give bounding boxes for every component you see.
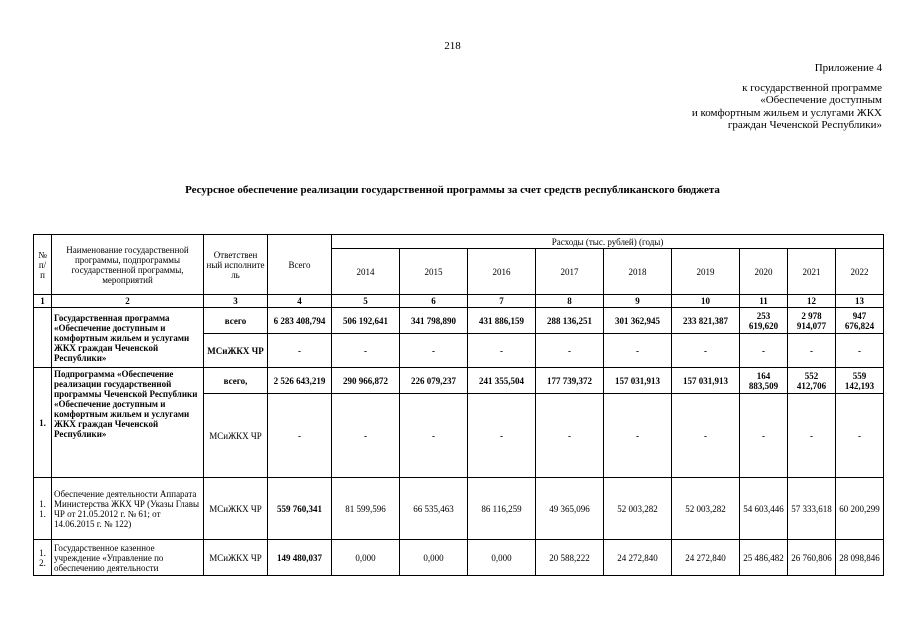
header-year: 2022 bbox=[836, 249, 884, 295]
row-value: 177 739,372 bbox=[536, 368, 604, 394]
row-value: - bbox=[740, 394, 788, 478]
row-value: 157 031,913 bbox=[672, 368, 740, 394]
header-year: 2016 bbox=[468, 249, 536, 295]
column-number: 3 bbox=[204, 295, 268, 308]
appendix-line: и комфортным жильем и услугами ЖКХ bbox=[691, 106, 882, 119]
row-value: 559 142,193 bbox=[836, 368, 884, 394]
appendix-title: Приложение 4 bbox=[814, 62, 882, 74]
column-number: 6 bbox=[400, 295, 468, 308]
row-value: 0,000 bbox=[468, 540, 536, 576]
row-value: 226 079,237 bbox=[400, 368, 468, 394]
row-value: 86 116,259 bbox=[468, 478, 536, 540]
appendix-line: «Обеспечение доступным bbox=[760, 94, 882, 106]
row-value: 164 883,509 bbox=[740, 368, 788, 394]
row-exec: МСиЖКХ ЧР bbox=[204, 394, 268, 478]
row-value: - bbox=[672, 334, 740, 368]
row-value: - bbox=[604, 334, 672, 368]
row-value: 290 966,872 bbox=[332, 368, 400, 394]
row-num bbox=[34, 308, 52, 368]
row-value: 253 619,620 bbox=[740, 308, 788, 334]
row-value: 431 886,159 bbox=[468, 308, 536, 334]
header-year: 2020 bbox=[740, 249, 788, 295]
column-number: 2 bbox=[52, 295, 204, 308]
row-value: 506 192,641 bbox=[332, 308, 400, 334]
header-responsible: Ответствен ный исполните ль bbox=[204, 235, 268, 295]
column-number: 9 bbox=[604, 295, 672, 308]
row-value: - bbox=[788, 334, 836, 368]
document-title: Ресурсное обеспечение реализации государственной программы за счет средств республиканского бюджета bbox=[185, 184, 720, 196]
row-total: - bbox=[268, 334, 332, 368]
row-exec: МСиЖКХ ЧР bbox=[204, 334, 268, 368]
column-number: 7 bbox=[468, 295, 536, 308]
column-number: 11 bbox=[740, 295, 788, 308]
row-name: Государственное казенное учреждение «Управление по обеспечению деятельности bbox=[52, 540, 204, 576]
header-num: № п/ п bbox=[34, 235, 52, 295]
column-number: 13 bbox=[836, 295, 884, 308]
row-value: - bbox=[536, 394, 604, 478]
row-value: 552 412,706 bbox=[788, 368, 836, 394]
row-value: 24 272,840 bbox=[672, 540, 740, 576]
row-value: 54 603,446 bbox=[740, 478, 788, 540]
column-number: 10 bbox=[672, 295, 740, 308]
row-value: 341 798,890 bbox=[400, 308, 468, 334]
row-value: - bbox=[400, 394, 468, 478]
row-value: 52 003,282 bbox=[604, 478, 672, 540]
row-value: 25 486,482 bbox=[740, 540, 788, 576]
row-name: Государственная программа «Обеспечение доступным и комфортным жильем и услугами ЖКХ граждан Чеченской Республики» bbox=[52, 308, 204, 368]
row-value: - bbox=[536, 334, 604, 368]
row-total: 149 480,037 bbox=[268, 540, 332, 576]
row-value: - bbox=[788, 394, 836, 478]
table-row bbox=[34, 368, 884, 394]
row-value: - bbox=[332, 394, 400, 478]
row-value: 52 003,282 bbox=[672, 478, 740, 540]
row-value: 81 599,596 bbox=[332, 478, 400, 540]
column-number: 5 bbox=[332, 295, 400, 308]
row-value: - bbox=[468, 394, 536, 478]
row-exec: всего bbox=[204, 308, 268, 334]
row-value: - bbox=[836, 394, 884, 478]
row-value: 157 031,913 bbox=[604, 368, 672, 394]
row-exec: всего, bbox=[204, 368, 268, 394]
appendix-line: граждан Чеченской Республики» bbox=[727, 119, 882, 131]
row-num: 1. 2. bbox=[34, 540, 52, 576]
row-value: 947 676,824 bbox=[836, 308, 884, 334]
column-number: 1 bbox=[34, 295, 52, 308]
header-year: 2014 bbox=[332, 249, 400, 295]
appendix-block bbox=[692, 62, 882, 132]
row-value: 28 098,846 bbox=[836, 540, 884, 576]
header-total: Всего bbox=[268, 235, 332, 295]
row-value: 20 588,222 bbox=[536, 540, 604, 576]
table-row bbox=[34, 540, 884, 576]
column-number-row bbox=[34, 295, 884, 308]
table-row bbox=[34, 478, 884, 540]
row-value: 57 333,618 bbox=[788, 478, 836, 540]
header-expenses: Расходы (тыс. рублей) (годы) bbox=[332, 235, 884, 249]
row-num: 1. bbox=[34, 368, 52, 478]
row-value: 2 978 914,077 bbox=[788, 308, 836, 334]
resource-table bbox=[33, 234, 884, 576]
row-exec: МСиЖКХ ЧР bbox=[204, 540, 268, 576]
row-value: - bbox=[468, 334, 536, 368]
row-value: - bbox=[836, 334, 884, 368]
row-name: Обеспечение деятельности Аппарата Министерства ЖКХ ЧР (Указы Главы ЧР от 21.05.2012 г. № 61; от 14.06.2015 г. № 122) bbox=[52, 478, 204, 540]
header-year: 2018 bbox=[604, 249, 672, 295]
row-num: 1. 1. bbox=[34, 478, 52, 540]
row-name: Подпрограмма «Обеспечение реализации государственной программы Чеченской Республики «Обеспечение доступным и комфортным жильем и услугами ЖКХ граждан Чеченской Республики» bbox=[52, 368, 204, 478]
header-year: 2021 bbox=[788, 249, 836, 295]
header-year: 2015 bbox=[400, 249, 468, 295]
row-value: - bbox=[332, 334, 400, 368]
header-year: 2019 bbox=[672, 249, 740, 295]
row-total: 2 526 643,219 bbox=[268, 368, 332, 394]
row-total: 559 760,341 bbox=[268, 478, 332, 540]
header-name: Наименование государственной программы, подпрограммы государственной программы, мероприятий bbox=[52, 235, 204, 295]
row-value: 26 760,806 bbox=[788, 540, 836, 576]
column-number: 4 bbox=[268, 295, 332, 308]
row-value: - bbox=[672, 394, 740, 478]
table-row bbox=[34, 308, 884, 334]
row-value: 301 362,945 bbox=[604, 308, 672, 334]
row-value: 233 821,387 bbox=[672, 308, 740, 334]
row-value: 60 200,299 bbox=[836, 478, 884, 540]
column-number: 12 bbox=[788, 295, 836, 308]
column-number: 8 bbox=[536, 295, 604, 308]
row-value: 0,000 bbox=[332, 540, 400, 576]
row-value: 241 355,504 bbox=[468, 368, 536, 394]
row-value: - bbox=[604, 394, 672, 478]
header-year: 2017 bbox=[536, 249, 604, 295]
row-value: 24 272,840 bbox=[604, 540, 672, 576]
row-value: 49 365,096 bbox=[536, 478, 604, 540]
page-number: 218 bbox=[444, 40, 461, 52]
row-exec: МСиЖКХ ЧР bbox=[204, 478, 268, 540]
row-value: 66 535,463 bbox=[400, 478, 468, 540]
row-total: 6 283 408,794 bbox=[268, 308, 332, 334]
row-value: - bbox=[400, 334, 468, 368]
row-value: - bbox=[740, 334, 788, 368]
appendix-line: к государственной программе bbox=[742, 81, 882, 94]
row-value: 0,000 bbox=[400, 540, 468, 576]
row-value: 288 136,251 bbox=[536, 308, 604, 334]
row-total: - bbox=[268, 394, 332, 478]
